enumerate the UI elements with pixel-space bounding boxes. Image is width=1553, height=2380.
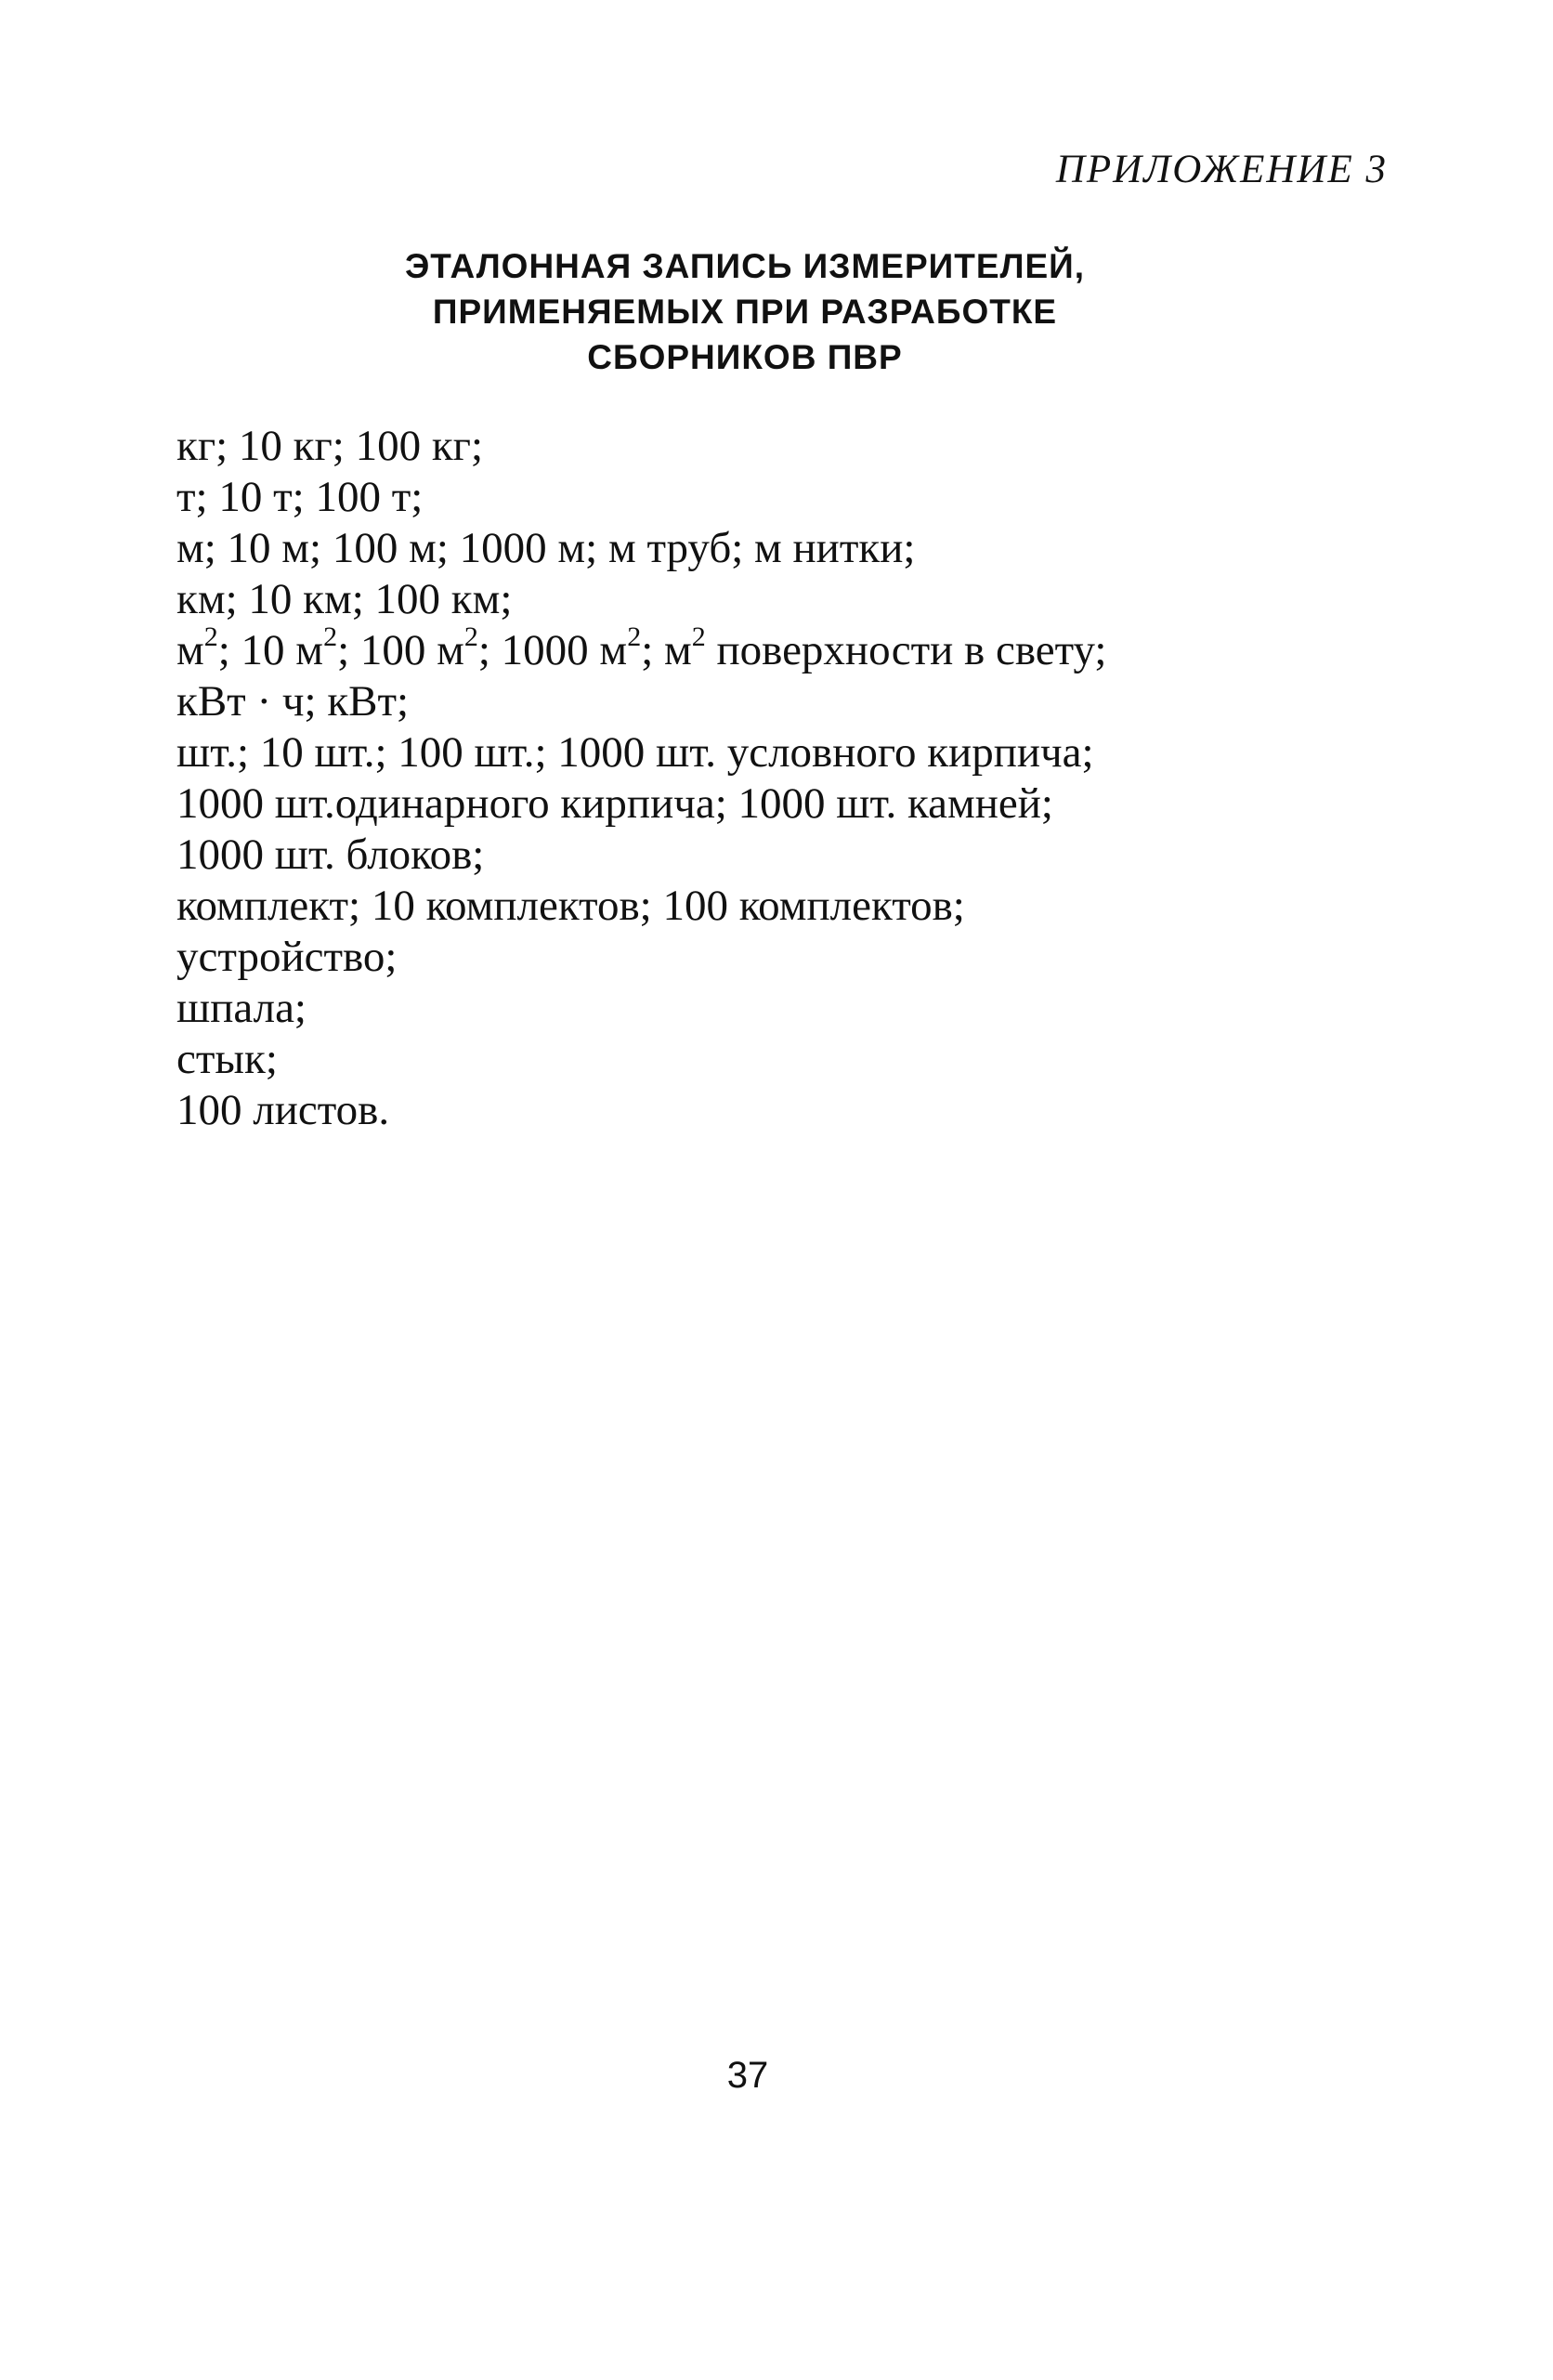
appendix-label: ПРИЛОЖЕНИЕ 3	[1055, 148, 1388, 191]
unit-line-sht-2: 1000 шт.одинарного кирпича; 1000 шт. камней;	[176, 779, 1053, 828]
unit-line-styk: стык;	[176, 1035, 278, 1083]
page-number: 37	[726, 2055, 769, 2096]
m2-part: ; м	[641, 626, 692, 674]
unit-line-m2	[176, 621, 1403, 676]
unit-line-ustroistvo: устройство;	[176, 933, 398, 981]
unit-line-m: м; 10 м; 100 м; 1000 м; м труб; м нитки;	[176, 524, 916, 572]
superscript-2: 2	[463, 621, 478, 652]
title-line-3: СБОРНИКОВ ПВР	[587, 338, 903, 376]
unit-line-km: км; 10 км; 100 км;	[176, 575, 513, 623]
unit-line-sht-3: 1000 шт. блоков;	[176, 830, 485, 879]
m2-part: м	[176, 626, 204, 674]
m2-part: ; 100 м	[337, 626, 464, 674]
units-list	[176, 421, 1403, 1136]
m2-part: ; 10 м	[217, 626, 324, 674]
unit-line-komplekt: комплект; 10 комплектов; 100 комплектов;	[176, 882, 965, 930]
superscript-2: 2	[627, 621, 642, 652]
superscript-2: 2	[691, 621, 706, 652]
unit-line-t: т; 10 т; 100 т;	[176, 473, 424, 521]
page-title	[290, 243, 1200, 380]
m2-part: поверхности в свету;	[705, 626, 1107, 674]
unit-line-listov: 100 листов.	[176, 1086, 390, 1134]
superscript-2: 2	[323, 621, 338, 652]
m2-part: ; 1000 м	[477, 626, 628, 674]
unit-line-shpala: шпала;	[176, 984, 307, 1032]
unit-line-kg: кг; 10 кг; 100 кг;	[176, 422, 484, 470]
title-line-1: ЭТАЛОННАЯ ЗАПИСЬ ИЗМЕРИТЕЛЕЙ,	[404, 247, 1086, 285]
unit-line-kwt: кВт · ч; кВт;	[176, 677, 410, 726]
superscript-2: 2	[203, 621, 218, 652]
title-line-2: ПРИМЕНЯЕМЫХ ПРИ РАЗРАБОТКЕ	[432, 293, 1058, 331]
unit-line-sht: шт.; 10 шт.; 100 шт.; 1000 шт. условного кирпича;	[176, 728, 1094, 777]
